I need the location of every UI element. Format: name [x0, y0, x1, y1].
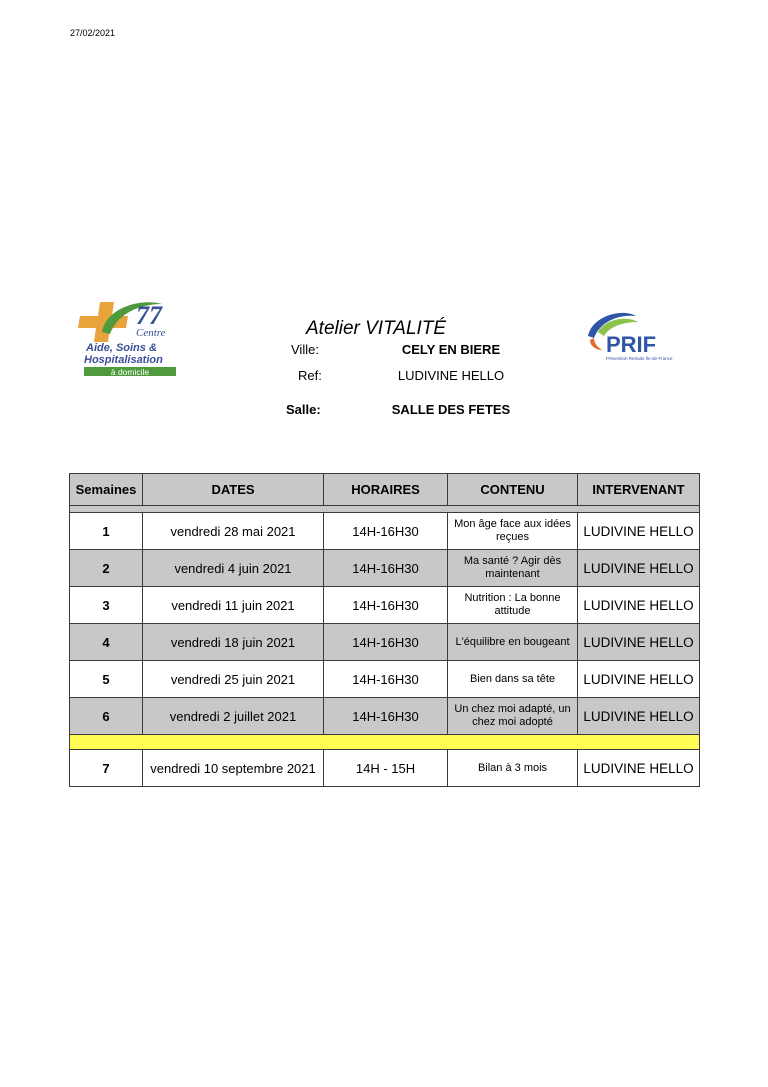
- date-cell: vendredi 18 juin 2021: [143, 624, 324, 661]
- column-header-contenu: CONTENU: [448, 474, 578, 506]
- svg-text:Prévention Retraite Île-de-Fra: Prévention Retraite Île-de-France: [606, 356, 673, 361]
- week-cell: 5: [70, 661, 143, 698]
- speaker-cell: LUDIVINE HELLO: [578, 661, 700, 698]
- column-header-semaines: Semaines: [70, 474, 143, 506]
- date-cell: vendredi 2 juillet 2021: [143, 698, 324, 735]
- speaker-cell: LUDIVINE HELLO: [578, 513, 700, 550]
- content-cell: Ma santé ? Agir dès maintenant: [448, 550, 578, 587]
- speaker-cell: LUDIVINE HELLO: [578, 587, 700, 624]
- date-cell: vendredi 28 mai 2021: [143, 513, 324, 550]
- content-cell: Bien dans sa tête: [448, 661, 578, 698]
- week-cell: 4: [70, 624, 143, 661]
- week-cell: 2: [70, 550, 143, 587]
- table-row: [70, 661, 700, 698]
- table-row: [70, 550, 700, 587]
- salle-value: SALLE DES FETES: [391, 402, 511, 417]
- svg-text:Aide, Soins &: Aide, Soins &: [86, 342, 157, 354]
- prif-logo: [582, 306, 686, 366]
- column-header-intervenant: INTERVENANT: [578, 474, 700, 506]
- time-cell: 14H-16H30: [324, 661, 448, 698]
- time-cell: 14H-16H30: [324, 513, 448, 550]
- ref-value: LUDIVINE HELLO: [397, 368, 505, 383]
- svg-text:à domicile: à domicile: [110, 367, 150, 377]
- time-cell: 14H-16H30: [324, 624, 448, 661]
- speaker-cell: LUDIVINE HELLO: [578, 550, 700, 587]
- atelier-title: Atelier VITALITÉ: [306, 318, 447, 339]
- week-cell: 1: [70, 513, 143, 550]
- content-cell: Mon âge face aux idées reçues: [448, 513, 578, 550]
- week-cell: 6: [70, 698, 143, 735]
- time-cell: 14H-16H30: [324, 698, 448, 735]
- time-cell: 14H - 15H: [324, 750, 448, 787]
- ref-label: Ref:: [298, 368, 322, 383]
- centre77-logo: [70, 294, 188, 380]
- column-header-dates: DATES: [143, 474, 324, 506]
- svg-text:77: 77: [136, 301, 162, 330]
- salle-label: Salle:: [286, 402, 321, 417]
- table-row: [70, 513, 700, 550]
- date-cell: vendredi 11 juin 2021: [143, 587, 324, 624]
- date-cell: vendredi 4 juin 2021: [143, 550, 324, 587]
- svg-text:Centre: Centre: [136, 327, 166, 339]
- time-cell: 14H-16H30: [324, 587, 448, 624]
- content-cell: Nutrition : La bonne attitude: [448, 587, 578, 624]
- date-cell: vendredi 10 septembre 2021: [143, 750, 324, 787]
- speaker-cell: LUDIVINE HELLO: [578, 624, 700, 661]
- ville-value: CELY EN BIERE: [401, 342, 501, 357]
- content-cell: Un chez moi adapté, un chez moi adopté: [448, 698, 578, 735]
- content-cell: L'équilibre en bougeant: [448, 624, 578, 661]
- table-row: [70, 587, 700, 624]
- table-row: [70, 750, 700, 787]
- date-cell: vendredi 25 juin 2021: [143, 661, 324, 698]
- yellow-separator-row: [70, 735, 700, 750]
- content-cell: Bilan à 3 mois: [448, 750, 578, 787]
- week-cell: 7: [70, 750, 143, 787]
- header-spacer-row: [70, 506, 700, 513]
- table-row: [70, 698, 700, 735]
- svg-text:PRIF: PRIF: [606, 332, 657, 357]
- speaker-cell: LUDIVINE HELLO: [578, 698, 700, 735]
- schedule-table: [69, 473, 700, 787]
- column-header-horaires: HORAIRES: [324, 474, 448, 506]
- time-cell: 14H-16H30: [324, 550, 448, 587]
- table-header-row: [70, 474, 700, 506]
- svg-text:Hospitalisation: Hospitalisation: [84, 354, 163, 366]
- table-row: [70, 624, 700, 661]
- ville-label: Ville:: [291, 342, 319, 357]
- week-cell: 3: [70, 587, 143, 624]
- speaker-cell: LUDIVINE HELLO: [578, 750, 700, 787]
- print-date: 27/02/2021: [70, 28, 116, 38]
